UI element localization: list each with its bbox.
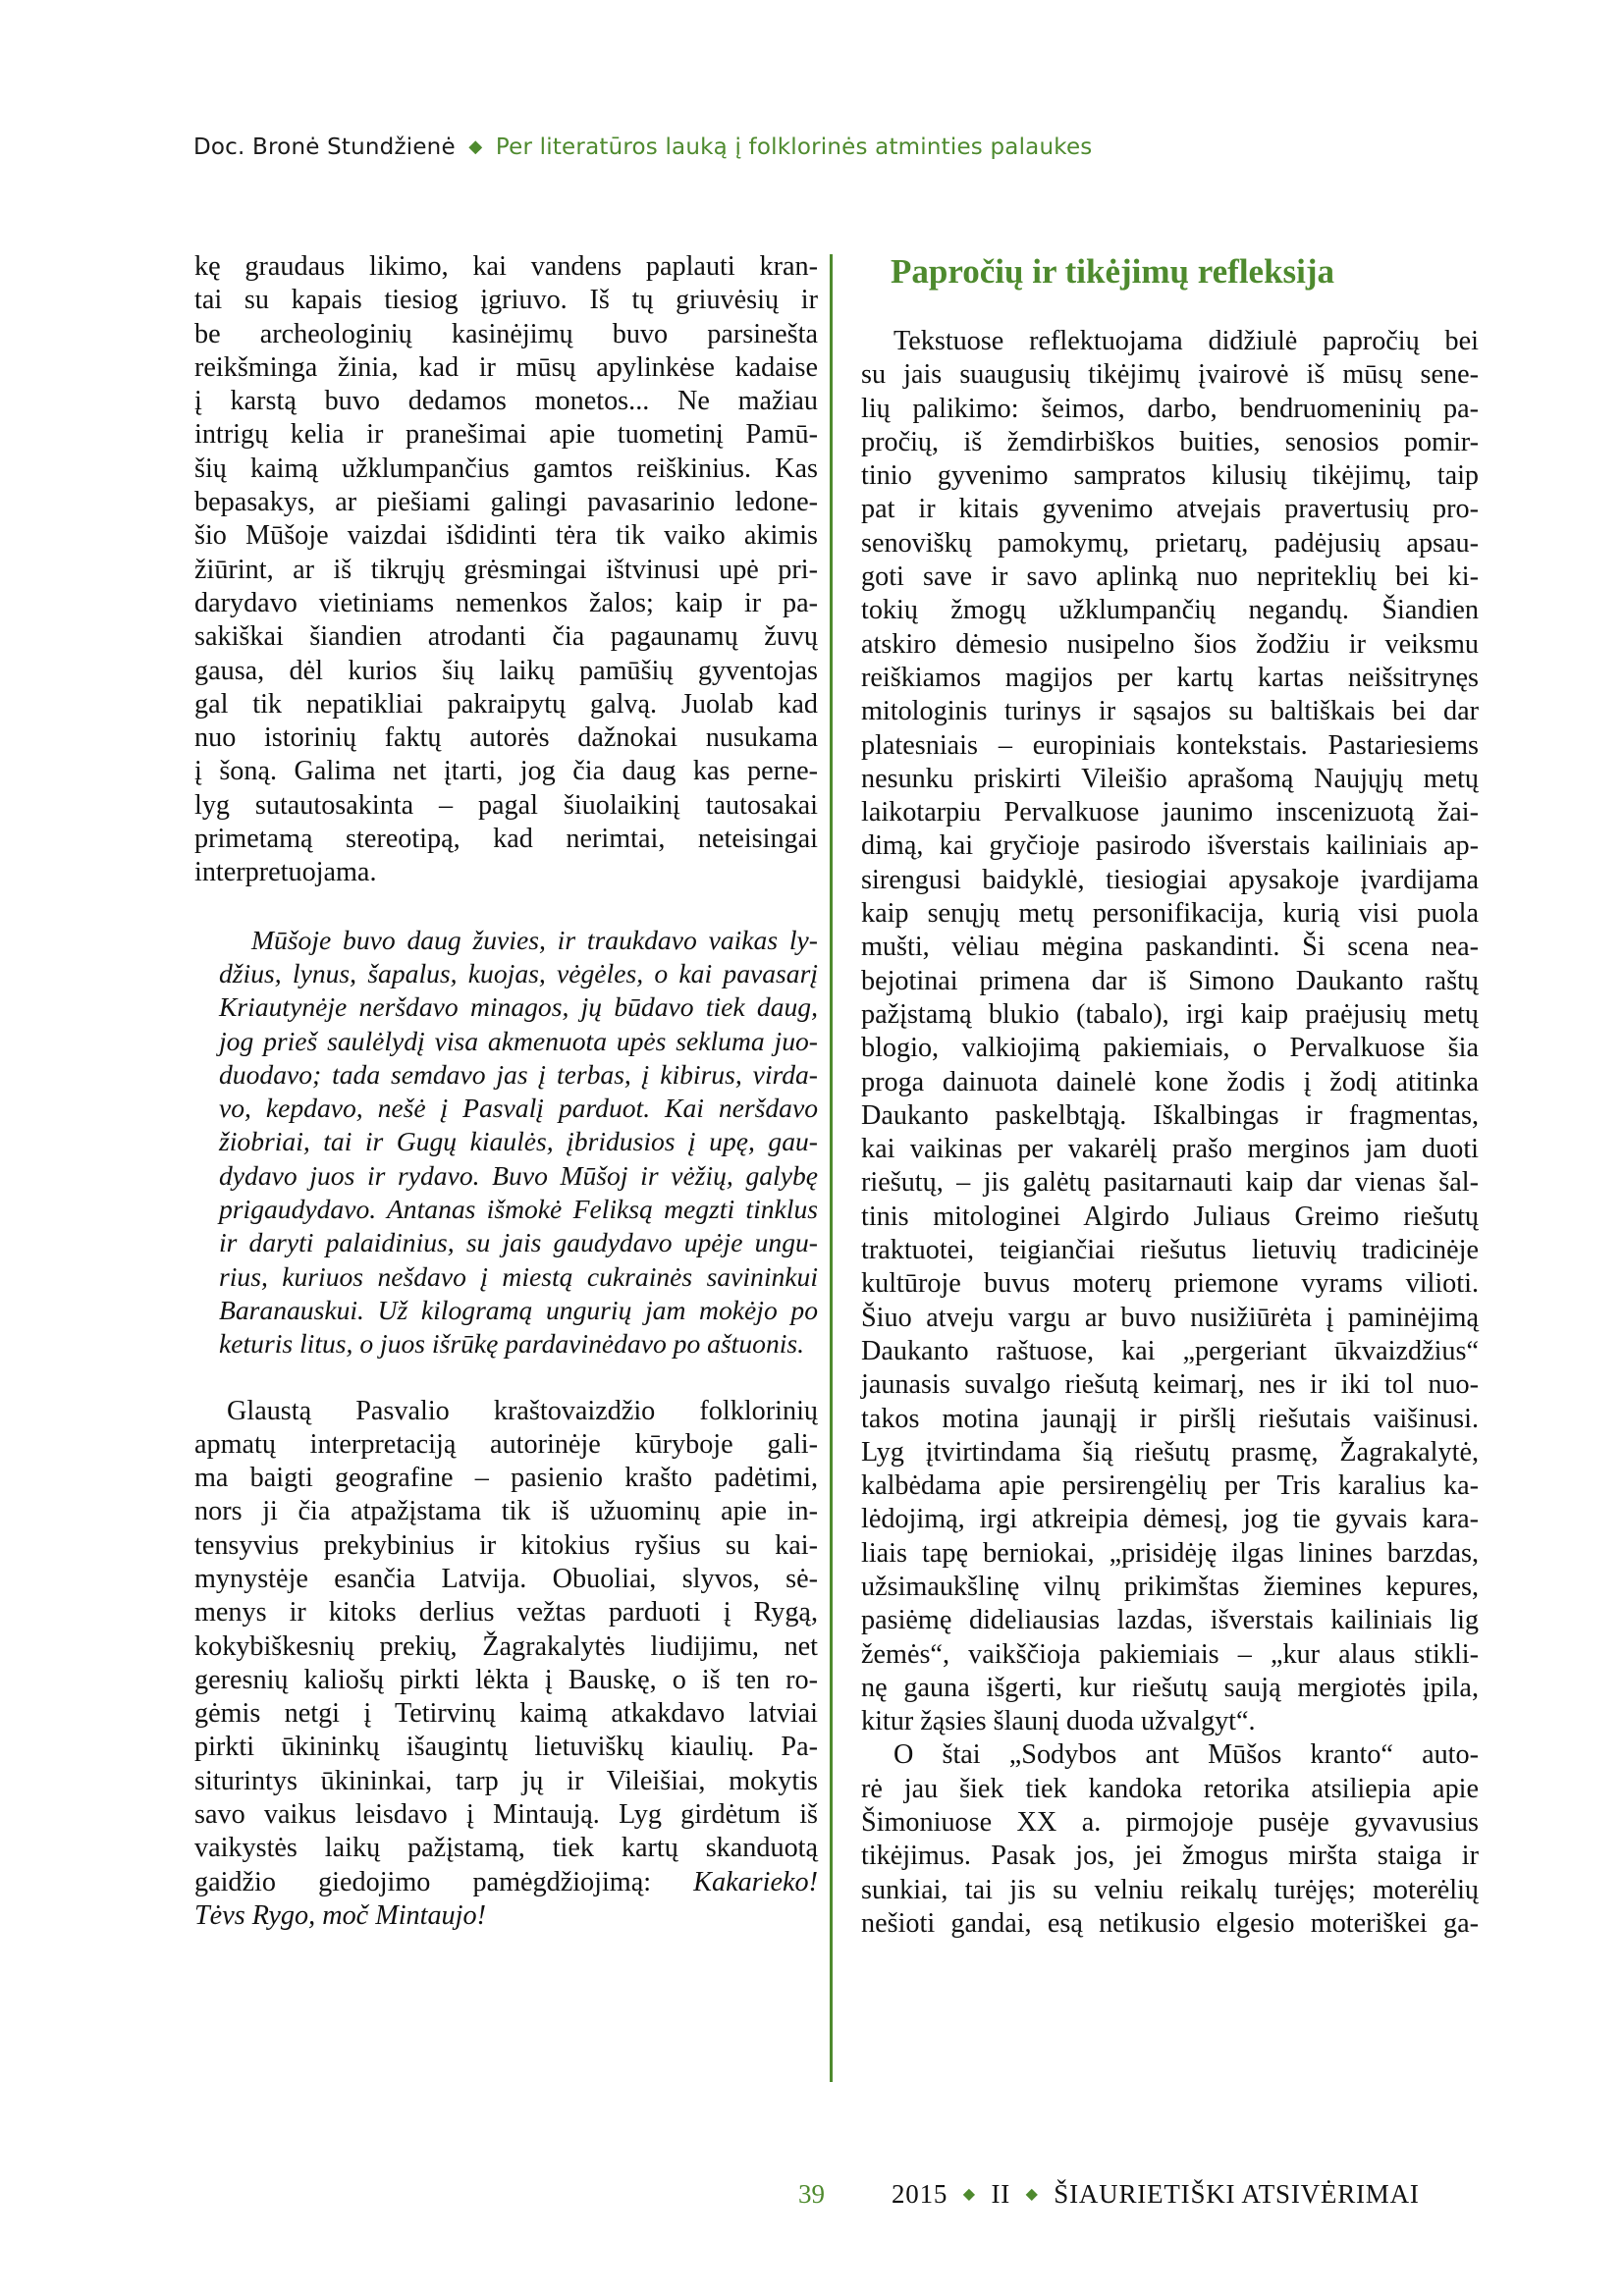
- text-line: takos motina jaunąjį ir piršlį riešutais vaišinusi.: [861, 1403, 1479, 1434]
- text-line: tokių žmogų užklumpančių negandų. Šiandien: [861, 595, 1479, 626]
- text-line: platesniais – europiniais kontekstais. Pastariesiems: [861, 729, 1479, 761]
- text-line: nesunku priskirti Vileišio aprašomą Naujųjų metų: [861, 763, 1479, 794]
- text-line: lyg sutautosakinta – pagal šiuolaikinį tautosakai: [194, 789, 818, 821]
- text-line: bejotinai primena dar iš Simono Daukanto raštų: [861, 965, 1479, 996]
- text-line: Šiuo atveju vargu ar buvo nusižiūrėta į paminėjimą: [861, 1302, 1479, 1333]
- text-line: Kriautynėje neršdavo minagos, jų būdavo tiek daug,: [219, 991, 818, 1023]
- text-line: Mūšoje buvo daug žuvies, ir traukdavo vaikas ly-: [251, 924, 818, 955]
- text-line: kitur žąsies šlaunį duoda užvalgyt“.: [861, 1706, 1256, 1737]
- text-line: rius, kuriuos nešdavo į miestą cukrainės savininkui: [219, 1260, 818, 1292]
- text-line: blogio, valkiojimą pakiemiais, o Pervalkuose šia: [861, 1033, 1479, 1064]
- text-line: pat ir kitais gyvenimo atvejais pravertusių pro-: [861, 494, 1479, 525]
- text-line: tai su kapais tiesiog įgriuvo. Iš tų griuvėsių ir: [194, 285, 818, 316]
- text-line: atskiro dėmesio nusipelno šios žodžiu ir veiksmu: [861, 628, 1479, 660]
- diamond-separator-icon: ◆: [962, 2186, 976, 2203]
- text-line: [194, 1899, 818, 1933]
- text-line: reikšminga žinia, kad ir mūsų apylinkėse kadaise: [194, 351, 818, 383]
- text-line: kaip senųjų metų personifikacija, kurią visi puola: [861, 898, 1479, 930]
- text-line: riešutų, – jis galėtų pasitarnauti kaip dar vienas šal-: [861, 1167, 1479, 1199]
- text-line: į šoną. Galima net įtarti, jog čia daug kas perne-: [194, 756, 818, 787]
- text-line: pirkti ūkininkų išaugintų lietuviškų kiaulių. Pa-: [194, 1732, 818, 1763]
- footer-issue: II: [991, 2179, 1011, 2209]
- journal-footer: [892, 2179, 1420, 2210]
- text-line: ma baigti geografine – pasienio krašto padėtimi,: [194, 1463, 818, 1494]
- diamond-separator-icon: ◆: [1025, 2186, 1039, 2203]
- text-line: siturintys ūkininkai, tarp jų ir Vileišiai, mokytis: [194, 1765, 818, 1796]
- text-line: reiškiamos magijos per kartų kartas neišsitrynęs: [861, 662, 1479, 693]
- text-line: sunkiai, tai jis su velniu reikalų turėjęs; moterėlių: [861, 1874, 1479, 1905]
- text-line: geresnių kaliošų pirkti lėkta į Bauskę, o iš ten ro-: [194, 1664, 818, 1695]
- text-line: pažįstamą blukio (tabalo), irgi kaip praėjusių metų: [861, 998, 1479, 1030]
- text-line: tensyvius prekybinius ir kitokius ryšius su kai-: [194, 1529, 818, 1561]
- text-line: apmatų interpretaciją autorinėje kūryboje gali-: [194, 1428, 818, 1460]
- body-paragraph: [861, 325, 1479, 1738]
- text-line: proga dainuota dainelė kone žodis į žodį atitinka: [861, 1066, 1479, 1097]
- text-line: tinio gyvenimo sampratos kilusių tikėjimų, taip: [861, 460, 1479, 492]
- author-name: Doc. Bronė Stundžienė: [193, 134, 456, 160]
- text-line: pročių, iš žemdirbiškos buities, senosios pomir-: [861, 426, 1479, 457]
- text-line: bepasakys, ar piešiami galingi pavasarinio ledone-: [194, 487, 818, 518]
- text-line: šių kaimą užklumpančius gamtos reiškinius. Kas: [194, 453, 818, 484]
- text-line: Daukanto raštuose, kai „pergeriant ūkvaizdžius“: [861, 1335, 1479, 1366]
- footer-year: 2015: [892, 2179, 948, 2209]
- body-paragraph: [194, 1395, 818, 1934]
- text-line: tinis mitologinei Algirdo Juliaus Greimo riešutų: [861, 1201, 1479, 1232]
- text-line: žemės“, vaikščioja pakiemiais – „kur alaus stikli-: [861, 1638, 1479, 1670]
- text-line: kę graudaus likimo, kai vandens paplauti kran-: [194, 251, 818, 282]
- text-line: intrigų kelia ir pranešimai apie tuometinį Pamū-: [194, 419, 818, 451]
- text-line: goti save ir savo aplinką nuo nepriteklių bei ki-: [861, 561, 1479, 593]
- text-line: senoviškų pamokymų, prietarų, padėjusių apsau-: [861, 527, 1479, 559]
- section-heading: Papročių ir tikėjimų refleksija: [891, 252, 1335, 291]
- text-line: dimą, kai gryčioje pasirodo išverstais kailiniais ap-: [861, 830, 1479, 862]
- text-line: mitologinis turinys ir sąsajos su baltiškais bei dar: [861, 696, 1479, 727]
- text-line: liais tapę berniokai, „prisidėję ilgas linines barzdas,: [861, 1537, 1479, 1569]
- text-line: gausa, dėl kurios šių laikų pamūšių gyventojas: [194, 655, 818, 686]
- text-line: interpretuojama.: [194, 857, 377, 888]
- text-line: į karstą buvo dedamos monetos... Ne mažiau: [194, 386, 818, 417]
- text-line: žiūrint, ar iš tikrųjų grėsmingai ištvinusi upė pri-: [194, 554, 818, 585]
- text-line: mynystėje esančia Latvija. Obuoliai, slyvos, sė-: [194, 1563, 818, 1594]
- text-line: dydavo juos ir rydavo. Buvo Mūšoj ir vėžių, galybę: [219, 1159, 818, 1191]
- text-line: duodavo; tada semdavo jas į terbas, į kibirus, virda-: [219, 1058, 818, 1090]
- text-line: vo, kepdavo, nešė į Pasvalį parduot. Kai neršdavo: [219, 1093, 818, 1124]
- text-line: vaikystės laikų pažįstamą, tiek kartų skanduotą: [194, 1833, 818, 1864]
- text-line: rė jau šiek tiek kandoka retorika atsiliepia apie: [861, 1773, 1479, 1804]
- text-line: jaunasis suvalgo riešutą keimarį, nes ir iki tol nuo-: [861, 1369, 1479, 1401]
- text-line: Tekstuose reflektuojama didžiulė papročių bei: [893, 326, 1479, 356]
- text-line: Baranauskui. Už kilogramą ungurių jam mokėjo po: [219, 1294, 818, 1325]
- right-column: [861, 250, 1479, 1941]
- text-line: užsimaukšlinę vilnų prikimštas žiemines kepures,: [861, 1571, 1479, 1602]
- text-line: sakiškai šiandien atrodanti čia pagaunamų žuvų: [194, 621, 818, 653]
- text-line: sirengusi baidyklė, tiesiogiai apysakoje įvardijama: [861, 864, 1479, 895]
- text-line: Daukanto paskelbtąją. Iškalbingas ir fragmentas,: [861, 1099, 1479, 1131]
- text-line: nuo istorinių faktų autorės dažnokai nusukama: [194, 722, 818, 754]
- quote-italic-2: Tėvs Rygo, moč Mintaujo!: [194, 1899, 486, 1931]
- text-line: O štai „Sodybos ant Mūšos kranto“ auto-: [893, 1739, 1479, 1771]
- diamond-separator-icon: ◆: [468, 136, 483, 157]
- left-column: [194, 250, 818, 1933]
- body-paragraph: [861, 1738, 1479, 1941]
- text-line: kalbėdama apie persirengėlių per Tris karalius ka-: [861, 1470, 1479, 1502]
- text-line: darydavo vietiniams nemenkos žalos; kaip ir pa-: [194, 587, 818, 618]
- text-line: nors ji čia atpažįstama tik iš užuominų apie in-: [194, 1496, 818, 1527]
- text-line: savo vaikus leisdavo į Mintaują. Lyg girdėtum iš: [194, 1799, 818, 1831]
- text-line: ir daryti palaidinius, su jais gaudydavo upėje ungu-: [219, 1227, 818, 1258]
- text-line: nę gauna išgerti, kur riešutų saują mergiotės įpila,: [861, 1672, 1479, 1703]
- text-line: mušti, vėliau mėgina paskandinti. Ši scena nea-: [861, 932, 1479, 963]
- text-line: lių palikimo: šeimos, darbo, bendruomeninių pa-: [861, 393, 1479, 424]
- body-paragraph: [194, 250, 818, 890]
- text-line: keturis litus, o juos išrūkę pardavinėdavo po aštuonis.: [219, 1328, 805, 1360]
- text-line: gėmis netgi į Tetirvinų kaimą atkakdavo latviai: [194, 1698, 818, 1730]
- text-line: primetamą stereotipą, kad nerimtai, neteisingai: [194, 824, 818, 855]
- text-line: kultūroje buvus moterų priemone vyrams vilioti.: [861, 1268, 1479, 1300]
- text-line: prigaudydavo. Antanas išmokė Feliksą megzti tinklus: [219, 1194, 818, 1225]
- quote-italic-1: Kakarieko!: [651, 1866, 818, 1897]
- text-line: Lyg įtvirtindama šią riešutų prasmę, Žagrakalytė,: [861, 1436, 1479, 1468]
- block-quote: [194, 924, 818, 1362]
- column-divider: [830, 254, 833, 2082]
- text-line: šio Mūšoje vaizdai išdidinti tėra tik vaiko akimis: [194, 520, 818, 552]
- text-line: su jais suaugusių tikėjimų įvairovė iš mūsų sene-: [861, 359, 1479, 391]
- text-line: kokybiškesnių prekių, Žagrakalytės liudijimu, net: [194, 1630, 818, 1662]
- text-line: pasiėmę dideliausias lazdas, išverstais kailiniais lig: [861, 1605, 1479, 1636]
- text-line: kai vaikinas per vakarėlį prašo merginos jam duoti: [861, 1134, 1479, 1165]
- text-line: be archeologinių kasinėjimų buvo parsinešta: [194, 318, 818, 349]
- running-head: [193, 134, 1093, 160]
- text-line: tikėjimus. Pasak jos, jei žmogus miršta staiga ir: [861, 1841, 1479, 1872]
- text-line: gaidžio giedojimo pamėgdžiojimą: Kakarieko!: [194, 1866, 818, 1897]
- text-line: traktuotei, teigiančiai riešutus lietuvių tradicinėje: [861, 1235, 1479, 1266]
- text-line: lėdojimą, irgi atkreipia dėmesį, jog tie gyvais kara-: [861, 1504, 1479, 1535]
- text-line: žiobriai, tai ir Gugų kiaulės, įbridusios į upę, gau-: [219, 1126, 818, 1157]
- text-line: Šimoniuose XX a. pirmojoje pusėje gyvavusius: [861, 1807, 1479, 1839]
- text-line: džius, lynus, šapalus, kuojas, vėgėles, o kai pavasarį: [219, 957, 818, 988]
- footer-journal-name: ŠIAURIETIŠKI ATSIVĖRIMAI: [1054, 2179, 1420, 2209]
- text-line: nešioti gandai, esą netikusio elgesio moteriškei ga-: [861, 1907, 1479, 1939]
- text-line: laikotarpiu Pervalkuose jaunimo inscenizuotą žai-: [861, 797, 1479, 828]
- text-line: menys ir kitoks derlius vežtas parduoti į Rygą,: [194, 1597, 818, 1629]
- article-title: Per literatūros lauką į folklorinės atminties palaukes: [495, 134, 1093, 160]
- page-number: 39: [798, 2179, 825, 2209]
- text-line: Glaustą Pasvalio kraštovaizdžio folklorinių: [227, 1395, 818, 1426]
- text-line: gal tik nepatikliai pakraipytų galvą. Juolab kad: [194, 688, 818, 720]
- text-line: jog prieš saulėlydį visa akmenuota upės sekluma juo-: [219, 1025, 818, 1056]
